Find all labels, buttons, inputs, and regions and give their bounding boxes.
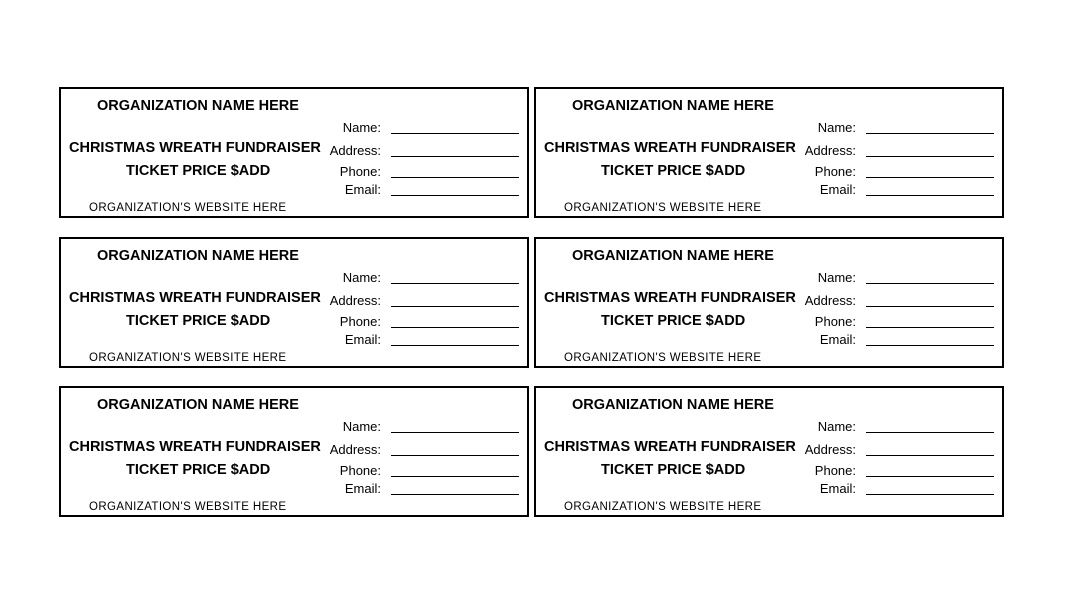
ticket — [534, 386, 1004, 517]
ticket-price: TICKET PRICE $ADD — [601, 462, 746, 478]
address-field — [311, 441, 519, 459]
phone-field — [786, 462, 994, 480]
name-label: Name: — [817, 270, 856, 285]
name-label: Name: — [342, 419, 381, 434]
address-label: Address: — [804, 143, 856, 158]
organization-website: ORGANIZATION'S WEBSITE HERE — [89, 352, 287, 364]
name-field — [786, 269, 994, 287]
email-label: Email: — [819, 332, 856, 347]
address-line — [391, 306, 519, 307]
ticket-price: TICKET PRICE $ADD — [126, 462, 271, 478]
email-field — [311, 181, 519, 199]
email-line — [866, 195, 994, 196]
email-label: Email: — [344, 182, 381, 197]
name-label: Name: — [342, 120, 381, 135]
phone-field — [786, 163, 994, 181]
ticket-price: TICKET PRICE $ADD — [126, 163, 271, 179]
name-field — [786, 119, 994, 137]
email-label: Email: — [819, 182, 856, 197]
event-title: CHRISTMAS WREATH FUNDRAISER — [544, 439, 796, 455]
email-field — [786, 331, 994, 349]
organization-website: ORGANIZATION'S WEBSITE HERE — [89, 202, 287, 214]
organization-name: ORGANIZATION NAME HERE — [572, 397, 774, 413]
address-field — [786, 142, 994, 160]
address-line — [391, 156, 519, 157]
address-line — [391, 455, 519, 456]
address-line — [866, 455, 994, 456]
phone-field — [786, 313, 994, 331]
organization-website: ORGANIZATION'S WEBSITE HERE — [564, 352, 762, 364]
name-line — [391, 133, 519, 134]
name-label: Name: — [817, 120, 856, 135]
name-field — [311, 418, 519, 436]
name-field — [311, 269, 519, 287]
email-label: Email: — [819, 481, 856, 496]
organization-name: ORGANIZATION NAME HERE — [97, 397, 299, 413]
name-field — [311, 119, 519, 137]
email-label: Email: — [344, 332, 381, 347]
organization-name: ORGANIZATION NAME HERE — [97, 248, 299, 264]
ticket — [59, 237, 529, 368]
address-field — [311, 142, 519, 160]
organization-website: ORGANIZATION'S WEBSITE HERE — [89, 501, 287, 513]
phone-line — [866, 177, 994, 178]
ticket — [534, 237, 1004, 368]
address-field — [311, 292, 519, 310]
event-title: CHRISTMAS WREATH FUNDRAISER — [69, 439, 321, 455]
email-field — [786, 181, 994, 199]
email-label: Email: — [344, 481, 381, 496]
phone-field — [311, 313, 519, 331]
phone-label: Phone: — [339, 314, 381, 329]
ticket — [59, 386, 529, 517]
email-field — [311, 331, 519, 349]
address-line — [866, 156, 994, 157]
phone-field — [311, 163, 519, 181]
name-line — [866, 133, 994, 134]
phone-line — [866, 327, 994, 328]
name-label: Name: — [817, 419, 856, 434]
organization-name: ORGANIZATION NAME HERE — [97, 98, 299, 114]
event-title: CHRISTMAS WREATH FUNDRAISER — [69, 290, 321, 306]
email-line — [391, 494, 519, 495]
ticket-price: TICKET PRICE $ADD — [601, 313, 746, 329]
organization-website: ORGANIZATION'S WEBSITE HERE — [564, 501, 762, 513]
phone-line — [866, 476, 994, 477]
name-line — [866, 283, 994, 284]
phone-label: Phone: — [339, 463, 381, 478]
address-label: Address: — [329, 143, 381, 158]
organization-website: ORGANIZATION'S WEBSITE HERE — [564, 202, 762, 214]
phone-label: Phone: — [814, 463, 856, 478]
email-line — [391, 195, 519, 196]
phone-label: Phone: — [814, 164, 856, 179]
ticket — [534, 87, 1004, 218]
event-title: CHRISTMAS WREATH FUNDRAISER — [69, 140, 321, 156]
ticket-price: TICKET PRICE $ADD — [601, 163, 746, 179]
email-field — [786, 480, 994, 498]
event-title: CHRISTMAS WREATH FUNDRAISER — [544, 140, 796, 156]
address-label: Address: — [329, 442, 381, 457]
email-line — [866, 345, 994, 346]
organization-name: ORGANIZATION NAME HERE — [572, 98, 774, 114]
name-label: Name: — [342, 270, 381, 285]
ticket — [59, 87, 529, 218]
phone-label: Phone: — [339, 164, 381, 179]
address-field — [786, 441, 994, 459]
email-line — [866, 494, 994, 495]
phone-label: Phone: — [814, 314, 856, 329]
email-field — [311, 480, 519, 498]
address-field — [786, 292, 994, 310]
phone-line — [391, 476, 519, 477]
phone-field — [311, 462, 519, 480]
name-line — [391, 432, 519, 433]
email-line — [391, 345, 519, 346]
organization-name: ORGANIZATION NAME HERE — [572, 248, 774, 264]
address-label: Address: — [804, 293, 856, 308]
name-line — [391, 283, 519, 284]
address-label: Address: — [804, 442, 856, 457]
address-line — [866, 306, 994, 307]
event-title: CHRISTMAS WREATH FUNDRAISER — [544, 290, 796, 306]
address-label: Address: — [329, 293, 381, 308]
phone-line — [391, 177, 519, 178]
name-line — [866, 432, 994, 433]
phone-line — [391, 327, 519, 328]
ticket-price: TICKET PRICE $ADD — [126, 313, 271, 329]
name-field — [786, 418, 994, 436]
